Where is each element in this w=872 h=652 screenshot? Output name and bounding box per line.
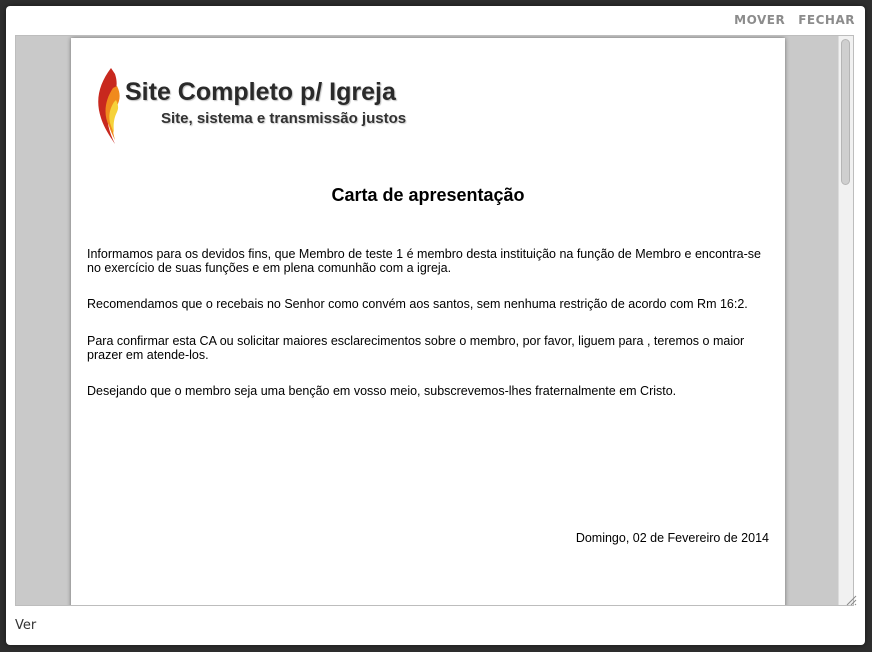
document-viewer[interactable] <box>15 35 854 606</box>
paragraph-4: Desejando que o membro seja uma benção em vosso meio, subscrevemos-lhes fraternalmente em Cristo. <box>87 384 677 398</box>
paragraph-2: Recomendamos que o recebais no Senhor como convém aos santos, sem nenhuma restrição de acordo com Rm 16:2. <box>87 297 748 311</box>
view-label: Ver <box>15 618 37 633</box>
flame-icon <box>93 66 127 146</box>
move-button[interactable]: MOVER <box>734 13 786 27</box>
logo-subtitle: Site, sistema e transmissão justos <box>161 110 407 127</box>
close-button[interactable]: FECHAR <box>798 13 855 27</box>
paragraph-1: Informamos para os devidos fins, que Membro de teste 1 é membro desta instituição na função de Membro e encontra-se no exercício de suas funções e em plena comunhão com a igreja. <box>87 247 761 275</box>
document-page <box>71 38 785 606</box>
letter-date: Domingo, 02 de Fevereiro de 2014 <box>575 531 769 545</box>
modal-window <box>6 6 865 645</box>
logo-title: Site Completo p/ Igreja <box>125 78 396 106</box>
scrollbar-thumb[interactable] <box>841 39 850 185</box>
church-logo <box>93 66 423 146</box>
paragraph-3: Para confirmar esta CA ou solicitar maiores esclarecimentos sobre o membro, por favor, liguem para , teremos o maior prazer em atende-los. <box>87 334 745 362</box>
letter-title: Carta de apresentação <box>331 185 525 205</box>
modal-toolbar <box>734 13 855 27</box>
vertical-scrollbar[interactable] <box>838 36 853 605</box>
resize-grip-icon[interactable] <box>845 594 857 606</box>
